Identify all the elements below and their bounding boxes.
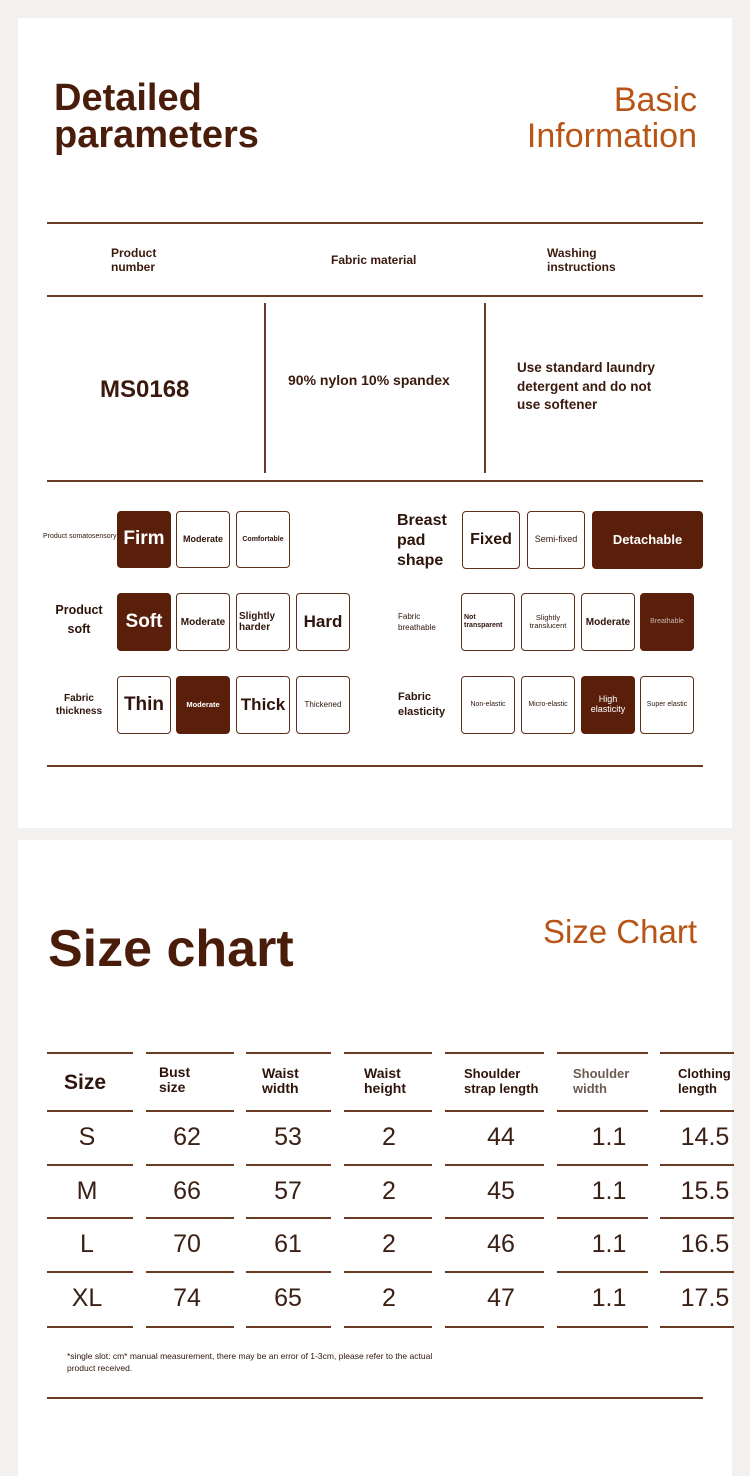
option-not-transparent: Not transparent bbox=[461, 593, 515, 651]
subtitle-line2: Information bbox=[526, 117, 697, 155]
option-slightly-translucent: Slightly translucent bbox=[521, 593, 575, 651]
cell-bust-size: 66 bbox=[173, 1177, 201, 1205]
divider bbox=[47, 222, 703, 224]
cell-size: L bbox=[80, 1230, 94, 1258]
header-top-line bbox=[557, 1052, 648, 1054]
header-text: height bbox=[364, 1080, 406, 1096]
row-divider bbox=[146, 1326, 234, 1328]
thickness-label bbox=[55, 692, 103, 718]
row-divider bbox=[246, 1326, 331, 1328]
product-number-value: MS0168 bbox=[100, 376, 190, 403]
col-shoulder-strap-length bbox=[464, 1066, 538, 1096]
col-clothing-length bbox=[678, 1066, 731, 1096]
header-product-number bbox=[111, 246, 156, 274]
header-text: width bbox=[262, 1080, 299, 1096]
header-text: Waist bbox=[364, 1065, 401, 1081]
option-non-elastic: Non-elastic bbox=[461, 676, 515, 734]
option-semi-fixed: Semi-fixed bbox=[527, 511, 585, 569]
cell-size: XL bbox=[71, 1284, 103, 1312]
cell-waist-width: 61 bbox=[274, 1230, 302, 1258]
header-text: Waist bbox=[262, 1065, 299, 1081]
elasticity-label bbox=[398, 690, 445, 720]
header-top-line bbox=[246, 1052, 331, 1054]
header-text: number bbox=[111, 260, 156, 274]
row-divider bbox=[344, 1326, 432, 1328]
cell-shoulder-strap-length: 47 bbox=[487, 1284, 515, 1312]
option-slightly-harder: Slightly harder bbox=[236, 593, 290, 651]
header-text: Product bbox=[111, 246, 157, 260]
col-size: Size bbox=[64, 1071, 107, 1094]
note-text: *single slot: cm* manual measurement, there may be an error of 1-3cm, please refer to the actual bbox=[67, 1351, 433, 1361]
row-divider bbox=[246, 1110, 331, 1112]
size-chart-title: Size chart bbox=[48, 920, 294, 978]
header-top-line bbox=[47, 1052, 133, 1054]
measurement-note bbox=[67, 1350, 432, 1374]
row-divider bbox=[557, 1271, 648, 1273]
row-divider bbox=[47, 1326, 133, 1328]
header-top-line bbox=[445, 1052, 544, 1054]
cell-waist-height: 2 bbox=[382, 1230, 396, 1258]
header-text: size bbox=[159, 1079, 186, 1095]
option-hard: Hard bbox=[296, 593, 350, 651]
option-moderate: Moderate bbox=[581, 593, 635, 651]
row-divider bbox=[47, 1164, 133, 1166]
row-divider bbox=[660, 1164, 734, 1166]
label-text: Fabric bbox=[63, 693, 94, 704]
row-divider bbox=[557, 1217, 648, 1219]
cell-size: S bbox=[78, 1123, 96, 1151]
row-divider bbox=[557, 1164, 648, 1166]
breathable-label bbox=[398, 611, 436, 633]
cell-bust-size: 62 bbox=[173, 1123, 201, 1151]
washing-text: use softener bbox=[517, 397, 598, 412]
column-divider bbox=[264, 303, 266, 473]
col-shoulder-width bbox=[573, 1066, 629, 1096]
row-divider bbox=[47, 1217, 133, 1219]
softness-label bbox=[55, 601, 103, 639]
label-text: Fabric bbox=[398, 691, 432, 703]
divider bbox=[47, 480, 703, 482]
header-top-line bbox=[146, 1052, 234, 1054]
row-divider bbox=[344, 1271, 432, 1273]
breast-pad-label bbox=[397, 511, 447, 571]
header-text: width bbox=[573, 1081, 607, 1096]
option-moderate: Moderate bbox=[176, 676, 230, 734]
cell-shoulder-width: 1.1 bbox=[591, 1230, 627, 1258]
row-divider bbox=[660, 1271, 734, 1273]
option-soft: Soft bbox=[117, 593, 171, 651]
fabric-material-value: 90% nylon 10% spandex bbox=[288, 372, 450, 388]
note-text: product received. bbox=[67, 1363, 133, 1373]
row-divider bbox=[445, 1110, 544, 1112]
subtitle-line1: Basic bbox=[613, 81, 697, 119]
header-text: strap length bbox=[464, 1081, 539, 1096]
option-thick: Thick bbox=[236, 676, 290, 734]
label-text: pad bbox=[397, 532, 426, 549]
cell-shoulder-width: 1.1 bbox=[591, 1123, 627, 1151]
cell-waist-height: 2 bbox=[382, 1284, 396, 1312]
parameters-title-line1: Detailed bbox=[54, 77, 202, 119]
label-text: Breast bbox=[397, 512, 447, 529]
row-divider bbox=[146, 1164, 234, 1166]
row-divider bbox=[246, 1271, 331, 1273]
cell-bust-size: 70 bbox=[173, 1230, 201, 1258]
header-text: instructions bbox=[547, 260, 616, 274]
cell-clothing-length: 14.5 bbox=[680, 1123, 730, 1151]
option-detachable: Detachable bbox=[592, 511, 703, 569]
col-waist-height bbox=[364, 1066, 406, 1096]
washing-text: Use standard laundry bbox=[517, 360, 656, 375]
divider bbox=[47, 295, 703, 297]
cell-shoulder-strap-length: 44 bbox=[487, 1123, 515, 1151]
option-super-elastic: Super elastic bbox=[640, 676, 694, 734]
row-divider bbox=[660, 1326, 734, 1328]
parameters-title-line2: parameters bbox=[54, 114, 259, 156]
washing-text: detergent and do not bbox=[517, 378, 652, 394]
cell-shoulder-width: 1.1 bbox=[591, 1284, 627, 1312]
row-divider bbox=[344, 1110, 432, 1112]
row-divider bbox=[146, 1217, 234, 1219]
row-divider bbox=[146, 1271, 234, 1273]
cell-waist-width: 53 bbox=[274, 1123, 302, 1151]
option-thickened: Thickened bbox=[296, 676, 350, 734]
label-text: breathable bbox=[398, 623, 436, 632]
option-thin: Thin bbox=[117, 676, 171, 734]
divider bbox=[47, 765, 703, 767]
row-divider bbox=[445, 1164, 544, 1166]
cell-waist-height: 2 bbox=[382, 1123, 396, 1151]
row-divider bbox=[660, 1217, 734, 1219]
size-chart-subtitle: Size Chart bbox=[542, 913, 697, 950]
cell-shoulder-width: 1.1 bbox=[591, 1177, 627, 1205]
header-text: Clothing bbox=[678, 1066, 731, 1081]
header-text: Bust bbox=[159, 1064, 191, 1080]
basic-information-subtitle bbox=[527, 82, 697, 154]
label-text: shape bbox=[397, 552, 444, 569]
parameters-title bbox=[54, 77, 259, 156]
label-text: soft bbox=[67, 622, 91, 636]
row-divider bbox=[344, 1164, 432, 1166]
label-text: Product bbox=[55, 603, 103, 617]
header-top-line bbox=[660, 1052, 734, 1054]
row-divider bbox=[246, 1164, 331, 1166]
header-fabric-material: Fabric material bbox=[331, 253, 417, 267]
row-divider bbox=[445, 1271, 544, 1273]
option-fixed: Fixed bbox=[462, 511, 520, 569]
row-divider bbox=[146, 1110, 234, 1112]
label-text: elasticity bbox=[398, 706, 446, 718]
cell-waist-width: 57 bbox=[274, 1177, 302, 1205]
option-high-elasticity: High elasticity bbox=[581, 676, 635, 734]
col-bust-size bbox=[159, 1065, 190, 1095]
header-top-line bbox=[344, 1052, 432, 1054]
column-divider bbox=[484, 303, 486, 473]
row-divider bbox=[47, 1110, 133, 1112]
col-waist-width bbox=[262, 1066, 299, 1096]
option-moderate: Moderate bbox=[176, 511, 230, 568]
row-divider bbox=[344, 1217, 432, 1219]
cell-waist-height: 2 bbox=[382, 1177, 396, 1205]
cell-shoulder-strap-length: 46 bbox=[487, 1230, 515, 1258]
row-divider bbox=[557, 1110, 648, 1112]
option-moderate: Moderate bbox=[176, 593, 230, 651]
row-divider bbox=[47, 1271, 133, 1273]
header-text: Shoulder bbox=[464, 1066, 521, 1081]
option-comfortable: Comfortable bbox=[236, 511, 290, 568]
row-divider bbox=[246, 1217, 331, 1219]
option-micro-elastic: Micro-elastic bbox=[521, 676, 575, 734]
label-text: Fabric bbox=[398, 612, 421, 621]
option-breathable: Breathable bbox=[640, 593, 694, 651]
label-text: thickness bbox=[55, 706, 103, 717]
header-washing-instructions bbox=[547, 246, 616, 274]
cell-clothing-length: 15.5 bbox=[680, 1177, 730, 1205]
cell-size: M bbox=[76, 1177, 98, 1205]
washing-instructions-value bbox=[517, 359, 655, 415]
cell-waist-width: 65 bbox=[274, 1284, 302, 1312]
option-firm: Firm bbox=[117, 511, 171, 568]
cell-bust-size: 74 bbox=[173, 1284, 201, 1312]
header-text: Washing bbox=[547, 246, 597, 260]
row-divider bbox=[660, 1110, 734, 1112]
row-divider bbox=[557, 1326, 648, 1328]
row-divider bbox=[445, 1217, 544, 1219]
header-text: Shoulder bbox=[573, 1066, 630, 1081]
cell-clothing-length: 16.5 bbox=[680, 1230, 730, 1258]
header-text: length bbox=[678, 1081, 717, 1096]
somatosensory-label: Product somatosensory bbox=[43, 533, 117, 540]
row-divider bbox=[445, 1326, 544, 1328]
cell-clothing-length: 17.5 bbox=[680, 1284, 730, 1312]
cell-shoulder-strap-length: 45 bbox=[487, 1177, 515, 1205]
divider bbox=[47, 1397, 703, 1399]
